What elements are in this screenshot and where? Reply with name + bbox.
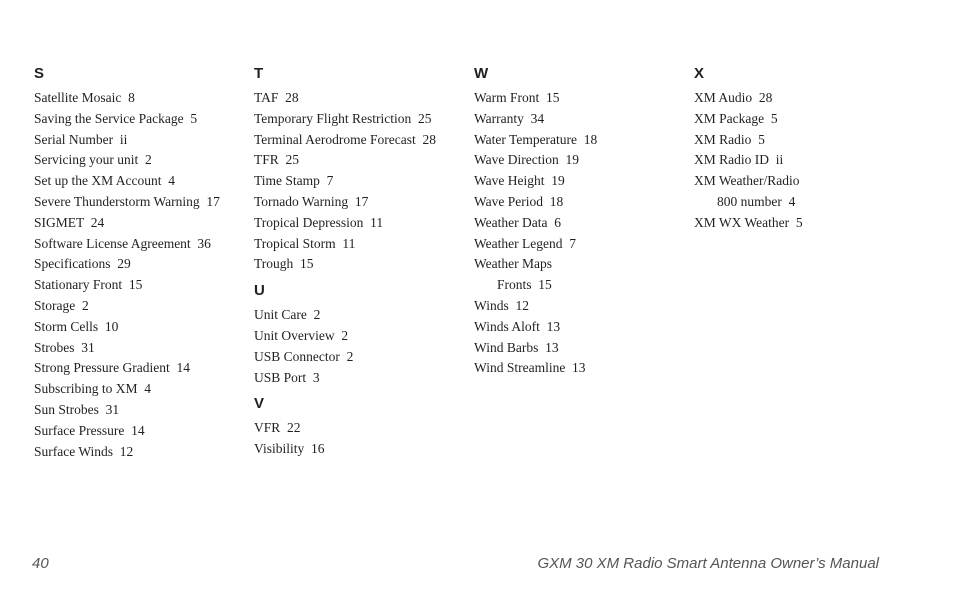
index-entry: XM WX Weather 5	[694, 214, 803, 230]
index-group-s	[34, 64, 244, 462]
manual-title: GXM 30 XM Radio Smart Antenna Owner’s Manual	[537, 555, 879, 572]
index-entry: TFR 25	[254, 152, 300, 168]
index-letter-heading: U	[254, 282, 265, 300]
index-group-t	[254, 64, 464, 275]
index-entry: Temporary Flight Restriction 25	[254, 110, 432, 126]
index-entry: XM Radio ID ii	[694, 152, 784, 168]
index-entry: Trough 15	[254, 256, 314, 272]
index-entry: Serial Number ii	[34, 131, 128, 147]
index-column-s	[34, 64, 244, 462]
index-entry: XM Radio 5	[694, 131, 765, 147]
index-entry: Strong Pressure Gradient 14	[34, 360, 190, 376]
index-entry: Surface Winds 12	[34, 443, 134, 459]
index-entry: Weather Maps	[474, 256, 553, 272]
index-entry: XM Weather/Radio	[694, 173, 800, 189]
index-entry: Visibility 16	[254, 441, 325, 457]
index-entry: Unit Care 2	[254, 307, 321, 323]
index-group-x	[694, 64, 904, 234]
index-entry: Storm Cells 10	[34, 318, 119, 334]
index-subentry: Fronts 15	[497, 277, 552, 293]
index-letter-heading: V	[254, 395, 265, 413]
index-entry: Wind Streamline 13	[474, 360, 586, 376]
index-entry: SIGMET 24	[34, 214, 105, 230]
index-column-w	[474, 64, 684, 379]
index-entry: Terminal Aerodrome Forecast 28	[254, 131, 436, 147]
index-entry: Winds 12	[474, 297, 529, 313]
index-entry: TAF 28	[254, 90, 299, 105]
index-entry: Wave Period 18	[474, 193, 564, 209]
index-entry: Subscribing to XM 4	[34, 381, 152, 397]
index-group-v	[254, 394, 464, 460]
index-entry: Sun Strobes 31	[34, 401, 120, 417]
page-number: 40	[32, 555, 49, 572]
index-letter-heading: S	[34, 65, 45, 82]
index-entry: Software License Agreement 36	[34, 235, 211, 251]
index-column-x	[694, 64, 904, 234]
index-entry: Weather Legend 7	[474, 235, 576, 251]
index-entry: Surface Pressure 14	[34, 422, 145, 438]
index-entry: Strobes 31	[34, 339, 95, 355]
index-entry: Weather Data 6	[474, 214, 561, 230]
index-entry: Unit Overview 2	[254, 327, 349, 343]
index-entry: Stationary Front 15	[34, 277, 143, 293]
index-entry: Warranty 34	[474, 110, 545, 126]
index-letter-heading: X	[694, 65, 705, 82]
index-entry: VFR 22	[254, 420, 301, 436]
index-entry: Water Temperature 18	[474, 131, 598, 147]
index-entry: Tornado Warning 17	[254, 193, 369, 209]
index-entry: Storage 2	[34, 297, 89, 313]
index-entry: Servicing your unit 2	[34, 152, 152, 168]
index-entry: Wave Height 19	[474, 173, 565, 189]
index-letter-heading: W	[474, 65, 489, 82]
index-entry: Winds Aloft 13	[474, 318, 561, 334]
index-entry: Tropical Storm 11	[254, 235, 356, 251]
index-entry: Tropical Depression 11	[254, 214, 384, 230]
index-letter-heading: T	[254, 65, 264, 82]
index-group-u	[254, 281, 464, 388]
index-subentry: 800 number 4	[717, 193, 796, 209]
index-entry: Satellite Mosaic 8	[34, 90, 135, 105]
index-entry: Specifications 29	[34, 256, 131, 272]
index-entry: Time Stamp 7	[254, 173, 334, 189]
index-entry: Severe Thunderstorm Warning 17	[34, 193, 220, 209]
index-column-t	[254, 64, 464, 460]
index-group-w	[474, 64, 684, 379]
index-entry: Wave Direction 19	[474, 152, 580, 168]
index-entry: USB Connector 2	[254, 348, 354, 364]
index-entry: Saving the Service Package 5	[34, 110, 198, 126]
index-entry: Warm Front 15	[474, 90, 560, 105]
index-entry: XM Audio 28	[694, 90, 773, 105]
index-entry: Wind Barbs 13	[474, 339, 559, 355]
index-entry: XM Package 5	[694, 110, 778, 126]
index-entry: USB Port 3	[254, 369, 320, 385]
index-entry: Set up the XM Account 4	[34, 173, 175, 189]
